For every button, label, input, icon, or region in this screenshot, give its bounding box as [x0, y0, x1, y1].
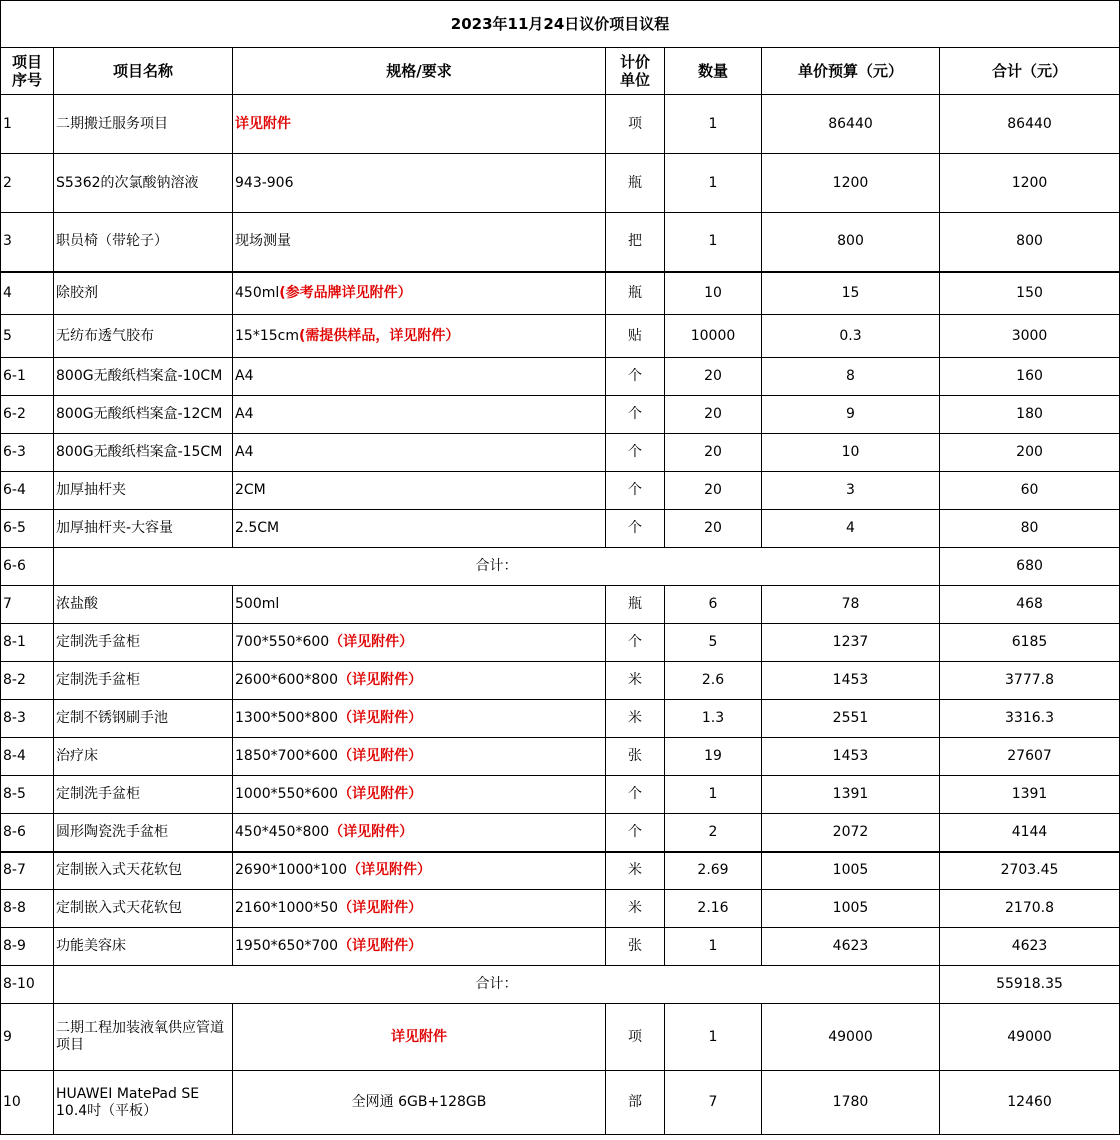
row-spec: 1950*650*700 — [235, 938, 339, 954]
row-spec-cell — [233, 586, 606, 624]
row-seq: 6-2 — [1, 396, 54, 434]
row-spec: 15*15cm — [235, 327, 299, 344]
row-qty: 20 — [665, 434, 762, 472]
row-spec-note: （详见附件） — [338, 900, 423, 916]
row-qty: 6 — [665, 586, 762, 624]
row-total: 3777.8 — [940, 662, 1120, 700]
row-qty: 19 — [665, 738, 762, 776]
row-unit: 个 — [606, 396, 665, 434]
row-unit: 张 — [606, 738, 665, 776]
table-row — [1, 738, 1120, 776]
header-total: 合计（元） — [940, 48, 1120, 95]
header-price: 单价预算（元） — [762, 48, 940, 95]
row-spec: 1850*700*600 — [235, 748, 339, 764]
row-name: 功能美容床 — [54, 928, 233, 966]
row-price: 2551 — [762, 700, 940, 738]
row-total: 86440 — [940, 95, 1120, 154]
row-spec-cell — [233, 852, 606, 890]
row-spec: 1000*550*600 — [235, 786, 339, 802]
row-total: 49000 — [940, 1004, 1120, 1071]
table-row — [1, 272, 1120, 315]
row-name: 800G无酸纸档案盒-15CM — [54, 434, 233, 472]
row-seq: 8-9 — [1, 928, 54, 966]
subtotal-row — [1, 548, 1120, 586]
row-qty: 7 — [665, 1071, 762, 1135]
row-total: 4623 — [940, 928, 1120, 966]
row-total: 180 — [940, 396, 1120, 434]
row-total: 150 — [940, 272, 1120, 315]
table-row — [1, 154, 1120, 213]
row-price: 10 — [762, 434, 940, 472]
header-seq: 项目 序号 — [1, 48, 54, 95]
row-total: 27607 — [940, 738, 1120, 776]
row-seq: 9 — [1, 1004, 54, 1071]
row-name: 加厚抽杆夹-大容量 — [54, 510, 233, 548]
row-qty: 10 — [665, 272, 762, 315]
row-seq: 3 — [1, 213, 54, 272]
row-price: 8 — [762, 358, 940, 396]
row-spec-note: 详见附件 — [235, 115, 291, 132]
row-qty: 1 — [665, 776, 762, 814]
table-row — [1, 624, 1120, 662]
row-spec-cell — [233, 776, 606, 814]
row-name: 定制嵌入式天花软包 — [54, 890, 233, 928]
table-row — [1, 396, 1120, 434]
row-spec-cell — [233, 396, 606, 434]
row-spec: 全网通 6GB+128GB — [233, 1071, 606, 1135]
row-qty: 20 — [665, 510, 762, 548]
table-row — [1, 890, 1120, 928]
row-seq: 8-8 — [1, 890, 54, 928]
row-price: 1391 — [762, 776, 940, 814]
row-qty: 1 — [665, 928, 762, 966]
row-seq: 4 — [1, 272, 54, 315]
row-total: 60 — [940, 472, 1120, 510]
row-spec-note: （详见附件） — [338, 672, 423, 688]
row-spec-note: (参考品牌详见附件） — [279, 284, 412, 301]
row-total: 200 — [940, 434, 1120, 472]
row-price: 3 — [762, 472, 940, 510]
table-row — [1, 776, 1120, 814]
row-total: 800 — [940, 213, 1120, 272]
row-price: 1453 — [762, 738, 940, 776]
row-total: 160 — [940, 358, 1120, 396]
row-unit: 米 — [606, 700, 665, 738]
row-unit: 个 — [606, 358, 665, 396]
row-seq: 8-2 — [1, 662, 54, 700]
row-unit: 米 — [606, 890, 665, 928]
row-name: 加厚抽杆夹 — [54, 472, 233, 510]
row-unit: 张 — [606, 928, 665, 966]
row-spec-cell — [233, 700, 606, 738]
row-spec-cell — [233, 213, 606, 272]
row-name: 定制洗手盆柜 — [54, 662, 233, 700]
row-name: 800G无酸纸档案盒-12CM — [54, 396, 233, 434]
row-spec: 1300*500*800 — [235, 710, 339, 726]
row-price: 78 — [762, 586, 940, 624]
row-spec: 450ml — [235, 284, 280, 301]
table-row — [1, 700, 1120, 738]
row-price: 2072 — [762, 814, 940, 852]
row-unit: 个 — [606, 814, 665, 852]
row-spec-note: （详见附件） — [346, 862, 431, 879]
row-qty: 20 — [665, 358, 762, 396]
row-total: 3000 — [940, 315, 1120, 358]
row-name: HUAWEI MatePad SE 10.4吋（平板） — [54, 1071, 233, 1135]
row-spec-note: （详见附件） — [338, 748, 423, 764]
row-price: 15 — [762, 272, 940, 315]
header-spec: 规格/要求 — [233, 48, 606, 95]
row-name: 定制嵌入式天花软包 — [54, 852, 233, 890]
row-spec: A4 — [235, 444, 254, 460]
row-qty: 2.16 — [665, 890, 762, 928]
table-row — [1, 814, 1120, 852]
row-spec-cell — [233, 315, 606, 358]
row-seq: 8-5 — [1, 776, 54, 814]
row-spec: 450*450*800 — [235, 823, 330, 840]
header-qty: 数量 — [665, 48, 762, 95]
row-spec-note: （详见附件） — [338, 938, 423, 954]
row-spec-cell — [233, 890, 606, 928]
row-spec-note: （详见附件） — [338, 786, 423, 802]
table-row — [1, 852, 1120, 890]
subtotal-value: 680 — [940, 548, 1120, 586]
row-spec: A4 — [235, 406, 254, 422]
row-spec-cell — [233, 928, 606, 966]
row-seq: 6-6 — [1, 548, 54, 586]
table-row — [1, 586, 1120, 624]
row-spec-cell — [233, 814, 606, 852]
table-row — [1, 472, 1120, 510]
row-name: 无纺布透气胶布 — [54, 315, 233, 358]
row-seq: 8-1 — [1, 624, 54, 662]
row-spec: A4 — [235, 368, 254, 384]
row-price: 1005 — [762, 890, 940, 928]
row-seq: 8-7 — [1, 852, 54, 890]
row-spec-cell — [233, 358, 606, 396]
row-seq: 6-1 — [1, 358, 54, 396]
row-unit: 把 — [606, 213, 665, 272]
row-qty: 1 — [665, 213, 762, 272]
row-name: 定制洗手盆柜 — [54, 624, 233, 662]
row-seq: 6-4 — [1, 472, 54, 510]
row-qty: 20 — [665, 472, 762, 510]
header-row — [1, 48, 1120, 95]
row-seq: 6-3 — [1, 434, 54, 472]
row-total: 4144 — [940, 814, 1120, 852]
row-seq: 1 — [1, 95, 54, 154]
row-seq: 5 — [1, 315, 54, 358]
row-qty: 5 — [665, 624, 762, 662]
row-total: 2170.8 — [940, 890, 1120, 928]
row-spec-note: （详见附件） — [329, 634, 414, 650]
subtotal-value: 55918.35 — [940, 966, 1120, 1004]
row-spec-cell — [233, 624, 606, 662]
row-unit: 贴 — [606, 315, 665, 358]
row-spec-note: 详见附件 — [233, 1004, 606, 1071]
row-unit: 个 — [606, 624, 665, 662]
row-unit: 个 — [606, 472, 665, 510]
row-unit: 部 — [606, 1071, 665, 1135]
row-unit: 瓶 — [606, 586, 665, 624]
table-row — [1, 315, 1120, 358]
table-row — [1, 928, 1120, 966]
row-price: 0.3 — [762, 315, 940, 358]
table-row — [1, 434, 1120, 472]
row-seq: 8-10 — [1, 966, 54, 1004]
row-price: 1200 — [762, 154, 940, 213]
row-price: 1005 — [762, 852, 940, 890]
table-title: 2023年11月24日议价项目议程 — [1, 1, 1120, 48]
row-unit: 项 — [606, 1004, 665, 1071]
row-spec-cell — [233, 738, 606, 776]
table-row — [1, 510, 1120, 548]
row-spec: 2690*1000*100 — [235, 862, 347, 879]
row-spec-cell — [233, 95, 606, 154]
row-price: 1237 — [762, 624, 940, 662]
row-total: 1200 — [940, 154, 1120, 213]
row-total: 12460 — [940, 1071, 1120, 1135]
row-price: 1780 — [762, 1071, 940, 1135]
row-spec: 2160*1000*50 — [235, 900, 339, 916]
row-seq: 8-3 — [1, 700, 54, 738]
row-unit: 个 — [606, 776, 665, 814]
row-seq: 6-5 — [1, 510, 54, 548]
row-total: 6185 — [940, 624, 1120, 662]
row-name: 800G无酸纸档案盒-10CM — [54, 358, 233, 396]
row-name: 二期工程加装液氧供应管道项目 — [54, 1004, 233, 1071]
row-spec: 现场测量 — [235, 233, 291, 250]
row-unit: 个 — [606, 510, 665, 548]
row-spec: 2CM — [235, 482, 266, 498]
row-name: 二期搬迁服务项目 — [54, 95, 233, 154]
row-total: 468 — [940, 586, 1120, 624]
row-spec-note: (需提供样品，详见附件） — [298, 327, 460, 344]
table-row — [1, 1004, 1120, 1071]
subtotal-row — [1, 966, 1120, 1004]
row-unit: 瓶 — [606, 272, 665, 315]
row-total: 1391 — [940, 776, 1120, 814]
row-spec-cell — [233, 434, 606, 472]
row-qty: 1.3 — [665, 700, 762, 738]
row-name: 除胶剂 — [54, 272, 233, 315]
table-row — [1, 1071, 1120, 1135]
row-seq: 8-6 — [1, 814, 54, 852]
row-total: 3316.3 — [940, 700, 1120, 738]
row-price: 49000 — [762, 1004, 940, 1071]
row-price: 1453 — [762, 662, 940, 700]
row-spec-cell — [233, 154, 606, 213]
row-spec: 500ml — [235, 596, 280, 612]
subtotal-label: 合计： — [54, 966, 940, 1004]
row-price: 800 — [762, 213, 940, 272]
table-row — [1, 358, 1120, 396]
row-name: 浓盐酸 — [54, 586, 233, 624]
row-price: 9 — [762, 396, 940, 434]
row-price: 4623 — [762, 928, 940, 966]
row-seq: 10 — [1, 1071, 54, 1135]
row-spec: 700*550*600 — [235, 634, 330, 650]
row-spec-note: （详见附件） — [329, 823, 414, 840]
row-qty: 1 — [665, 154, 762, 213]
row-qty: 2.69 — [665, 852, 762, 890]
row-name: 职员椅（带轮子） — [54, 213, 233, 272]
row-name: 定制不锈钢刷手池 — [54, 700, 233, 738]
row-spec-note: （详见附件） — [338, 710, 423, 726]
row-seq: 8-4 — [1, 738, 54, 776]
row-unit: 个 — [606, 434, 665, 472]
header-unit: 计价 单位 — [606, 48, 665, 95]
table-row — [1, 662, 1120, 700]
row-qty: 2.6 — [665, 662, 762, 700]
row-spec: 2.5CM — [235, 520, 280, 536]
row-price: 86440 — [762, 95, 940, 154]
row-name: S5362的次氯酸钠溶液 — [54, 154, 233, 213]
row-spec-cell — [233, 510, 606, 548]
subtotal-label: 合计： — [54, 548, 940, 586]
table-row — [1, 213, 1120, 272]
row-total: 2703.45 — [940, 852, 1120, 890]
row-unit: 米 — [606, 662, 665, 700]
row-name: 定制洗手盆柜 — [54, 776, 233, 814]
row-unit: 瓶 — [606, 154, 665, 213]
row-qty: 1 — [665, 1004, 762, 1071]
row-seq: 7 — [1, 586, 54, 624]
row-qty: 20 — [665, 396, 762, 434]
table-row — [1, 95, 1120, 154]
row-unit: 项 — [606, 95, 665, 154]
row-spec: 943-906 — [235, 174, 294, 191]
header-name: 项目名称 — [54, 48, 233, 95]
row-unit: 米 — [606, 852, 665, 890]
row-total: 80 — [940, 510, 1120, 548]
row-spec: 2600*600*800 — [235, 672, 339, 688]
row-spec-cell — [233, 662, 606, 700]
row-qty: 2 — [665, 814, 762, 852]
row-spec-cell — [233, 272, 606, 315]
row-qty: 10000 — [665, 315, 762, 358]
row-spec-cell — [233, 472, 606, 510]
row-price: 4 — [762, 510, 940, 548]
row-name: 治疗床 — [54, 738, 233, 776]
row-qty: 1 — [665, 95, 762, 154]
row-name: 圆形陶瓷洗手盆柜 — [54, 814, 233, 852]
row-seq: 2 — [1, 154, 54, 213]
